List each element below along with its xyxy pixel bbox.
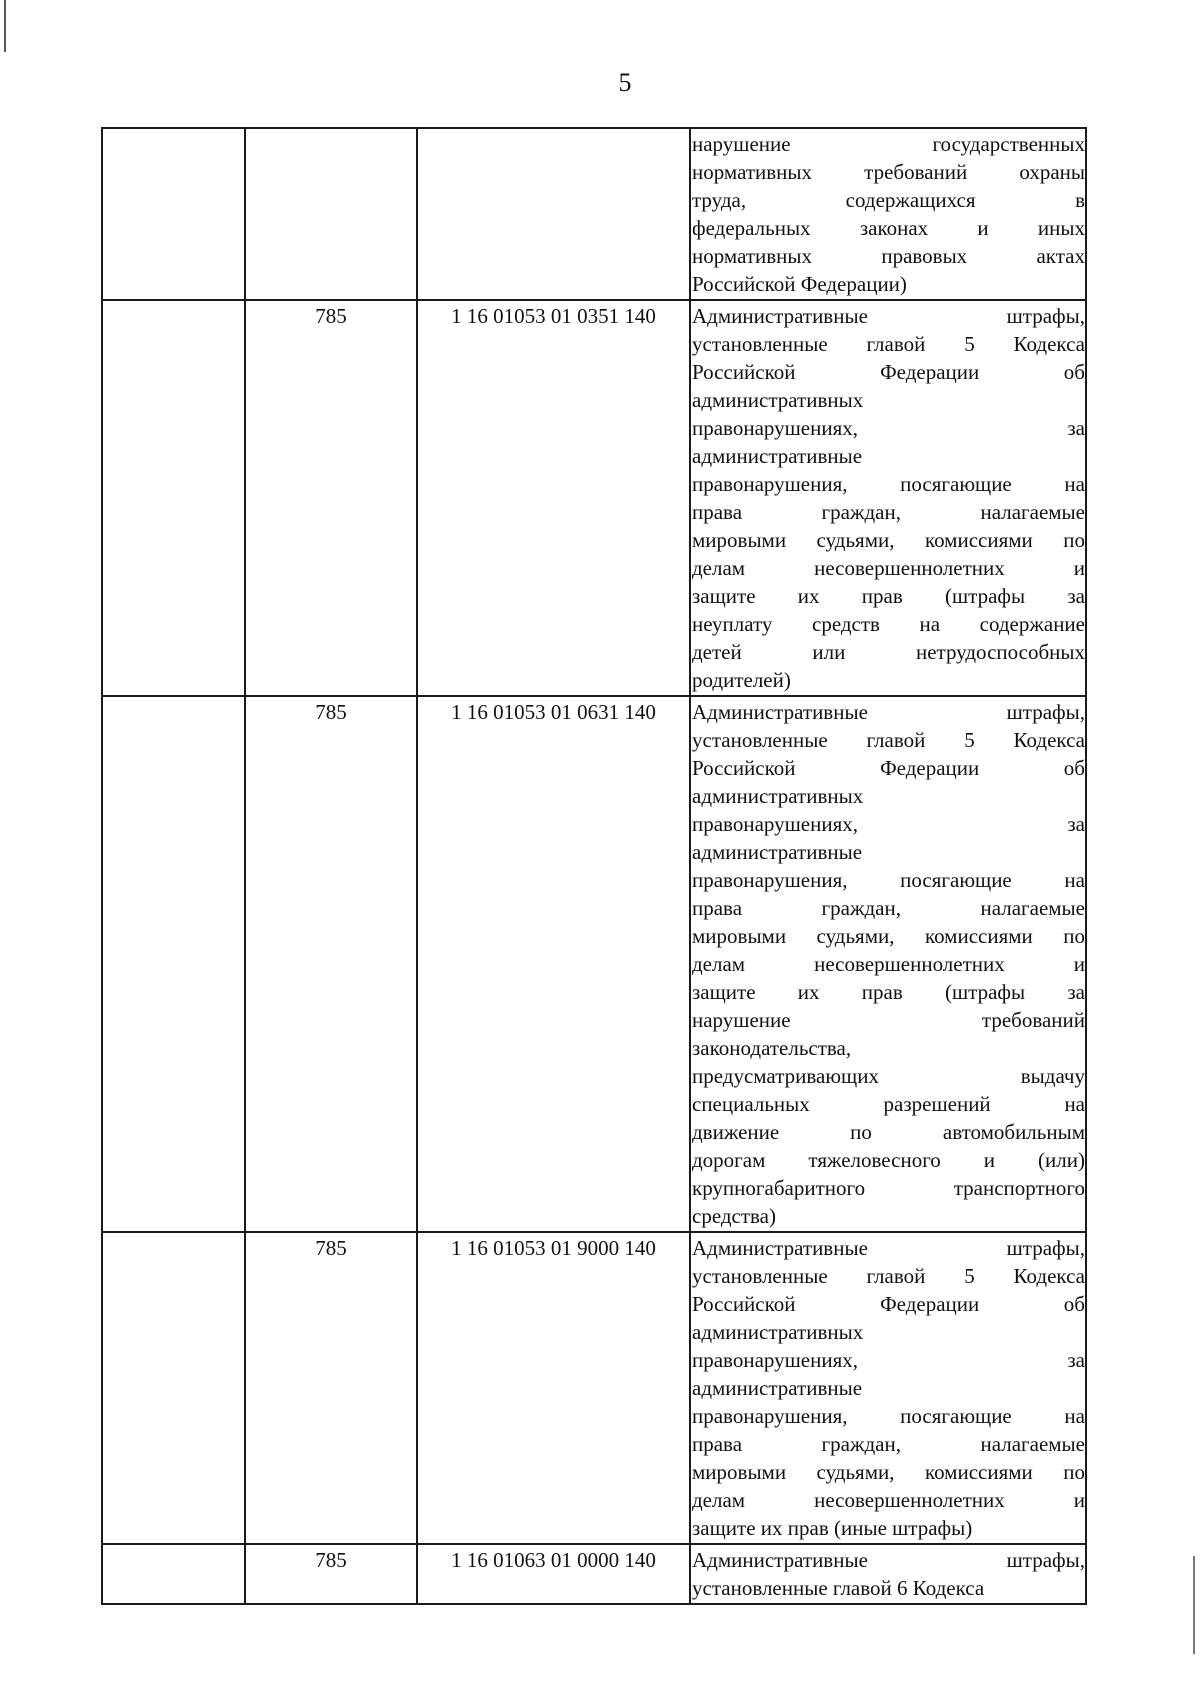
description-line: административных	[692, 784, 864, 808]
scan-edge-mark	[1193, 1556, 1195, 1654]
kbk-code-cell	[417, 300, 690, 696]
description-line: специальных разрешений на	[692, 1092, 1085, 1116]
empty-cell	[102, 696, 245, 1232]
kbk-code: 1 16 01053 01 0631 140	[451, 700, 656, 724]
description-line: установленные главой 5 Кодекса	[692, 1264, 1085, 1288]
table-row	[102, 300, 1086, 696]
description-line: правонарушения, посягающие на	[692, 472, 1085, 496]
description-line: делам несовершеннолетних и	[692, 952, 1085, 976]
admin-code: 785	[315, 700, 347, 724]
description-line: предусматривающих выдачу	[692, 1064, 1085, 1088]
description-line: Российской Федерации об	[692, 360, 1085, 384]
description-cell	[690, 1544, 1086, 1604]
kbk-code-cell	[417, 1232, 690, 1544]
description-line: мировыми судьями, комиссиями по	[692, 924, 1085, 948]
description-line: мировыми судьями, комиссиями по	[692, 1460, 1085, 1484]
description-line: правонарушения, посягающие на	[692, 1404, 1085, 1428]
kbk-code-cell	[417, 696, 690, 1232]
description-line: правонарушениях, за	[692, 812, 1085, 836]
description-line: Административные штрафы,	[692, 1236, 1085, 1260]
description-line: права граждан, налагаемые	[692, 500, 1085, 524]
description-line: Российской Федерации)	[692, 272, 907, 296]
admin-code-cell	[245, 696, 417, 1232]
description-line: защите их прав (иные штрафы)	[692, 1516, 973, 1540]
description-cell	[690, 128, 1086, 300]
budget-classification-table	[101, 127, 1087, 1605]
kbk-code: 1 16 01053 01 0351 140	[451, 304, 656, 328]
description-line: дорогам тяжеловесного и (или)	[692, 1148, 1085, 1172]
kbk-code: 1 16 01063 01 0000 140	[451, 1548, 656, 1572]
kbk-code	[418, 129, 689, 130]
kbk-code: 1 16 01053 01 9000 140	[451, 1236, 656, 1260]
description-line: административные	[692, 444, 863, 468]
table-row	[102, 1544, 1086, 1604]
admin-code: 785	[315, 304, 347, 328]
description-line: нормативных правовых актах	[692, 244, 1085, 268]
description-line: Административные штрафы,	[692, 1548, 1085, 1572]
admin-code-cell	[245, 1232, 417, 1544]
description-line: детей или нетрудоспособных	[692, 640, 1085, 664]
description-cell	[690, 300, 1086, 696]
description-line: федеральных законах и иных	[692, 216, 1085, 240]
table-row	[102, 1232, 1086, 1544]
description-line: крупногабаритного транспортного	[692, 1176, 1085, 1200]
table-row	[102, 128, 1086, 300]
description-line: Российской Федерации об	[692, 756, 1085, 780]
description-line: административные	[692, 1376, 863, 1400]
description-line: движение по автомобильным	[692, 1120, 1085, 1144]
description-line: правонарушения, посягающие на	[692, 868, 1085, 892]
description-line: законодательства,	[692, 1036, 852, 1060]
kbk-code-cell	[417, 128, 690, 300]
description-cell	[690, 696, 1086, 1232]
description-line: правонарушениях, за	[692, 1348, 1085, 1372]
description-line: мировыми судьями, комиссиями по	[692, 528, 1085, 552]
description-cell	[690, 1232, 1086, 1544]
empty-cell	[102, 1232, 245, 1544]
kbk-code-cell	[417, 1544, 690, 1604]
description-line: неуплату средств на содержание	[692, 612, 1085, 636]
description-line: административных	[692, 1320, 864, 1344]
empty-cell	[102, 1544, 245, 1604]
empty-cell	[102, 300, 245, 696]
admin-code-cell	[245, 128, 417, 300]
admin-code: 785	[315, 1236, 347, 1260]
empty-cell	[102, 128, 245, 300]
description-line: делам несовершеннолетних и	[692, 556, 1085, 580]
admin-code-cell	[245, 1544, 417, 1604]
description-line: труда, содержащихся в	[692, 188, 1085, 212]
description-line: нарушение требований	[692, 1008, 1085, 1032]
admin-code-cell	[245, 300, 417, 696]
description-line: права граждан, налагаемые	[692, 1432, 1085, 1456]
description-line: правонарушениях, за	[692, 416, 1085, 440]
description-line: Российской Федерации об	[692, 1292, 1085, 1316]
description-line: права граждан, налагаемые	[692, 896, 1085, 920]
description-line: Административные штрафы,	[692, 700, 1085, 724]
description-line: установленные главой 5 Кодекса	[692, 728, 1085, 752]
admin-code	[246, 129, 416, 130]
description-line: административных	[692, 388, 864, 412]
description-line: средства)	[692, 1204, 776, 1228]
description-line: защите их прав (штрафы за	[692, 980, 1085, 1004]
page-number: 5	[618, 68, 632, 97]
description-line: нормативных требований охраны	[692, 160, 1085, 184]
description-line: родителей)	[692, 668, 791, 692]
description-line: установленные главой 6 Кодекса	[692, 1576, 985, 1600]
description-line: делам несовершеннолетних и	[692, 1488, 1085, 1512]
description-line: административные	[692, 840, 863, 864]
admin-code: 785	[315, 1548, 347, 1572]
table-row	[102, 696, 1086, 1232]
scan-edge-mark	[4, 0, 6, 52]
description-line: нарушение государственных	[692, 132, 1085, 156]
description-line: Административные штрафы,	[692, 304, 1085, 328]
description-line: защите их прав (штрафы за	[692, 584, 1085, 608]
description-line: установленные главой 5 Кодекса	[692, 332, 1085, 356]
